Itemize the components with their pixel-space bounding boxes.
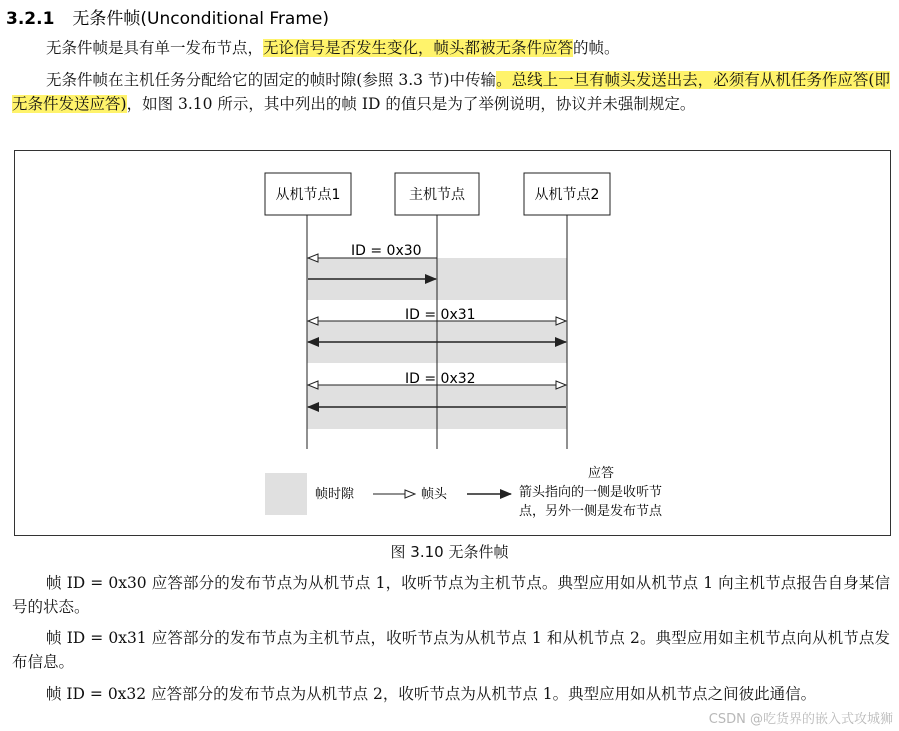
- node-master-label: 主机节点: [409, 187, 465, 203]
- p1-text-b: 的帧。: [573, 39, 620, 57]
- watermark: CSDN @吃货界的嵌入式攻城狮: [708, 712, 893, 727]
- p1-text-a: 无条件帧是具有单一发布节点，: [46, 39, 264, 57]
- p2-highlight: 。总线上一旦有帧头发送出去，必须有从机任务作应答(即无条件发送应答): [12, 71, 890, 113]
- node-slave-2: [524, 173, 610, 215]
- legend-response-desc-2: 点，另外一侧是发布节点: [519, 504, 663, 519]
- node-slave-1: [265, 173, 351, 215]
- paragraph-2: [12, 68, 890, 116]
- legend-response-title: 应答: [587, 466, 615, 481]
- frame-1-id-label: ID = 0x30: [351, 243, 422, 259]
- frame-2-id-label: ID = 0x31: [405, 307, 476, 323]
- section-number: 3.2.1: [6, 9, 55, 29]
- section-title: 无条件帧(Unconditional Frame): [72, 9, 329, 29]
- unconditional-frame-diagram: [15, 151, 890, 535]
- p1-highlight: 无论信号是否发生变化，帧头都被无条件应答: [263, 39, 574, 57]
- body-paragraph-2: 帧 ID = 0x31 应答部分的发布节点为主机节点，收听节点为从机节点 1 和从机节点 2。典型应用如主机节点向从机节点发布信息。: [12, 629, 890, 671]
- node-master: [395, 173, 479, 215]
- paragraph-1: [12, 36, 890, 60]
- p2-text-a: 无条件帧在主机任务分配给它的固定的帧时隙(参照 3.3 节)中传输: [46, 71, 497, 89]
- frame-3-id-label: ID = 0x32: [405, 371, 476, 387]
- node-slave-2-label: 从机节点2: [534, 187, 600, 203]
- legend-slot-swatch: [265, 473, 307, 515]
- body-paragraph-3: 帧 ID = 0x32 应答部分的发布节点为从机节点 2，收听节点为从机节点 1。典型应用如从机节点之间彼此通信。: [46, 685, 817, 703]
- legend-header-label: 帧头: [421, 487, 448, 502]
- legend-slot-label: 帧时隙: [315, 487, 355, 502]
- figure-caption: 图 3.10 无条件帧: [390, 543, 509, 561]
- figure-frame: [14, 150, 891, 536]
- legend-response-desc-1: 箭头指向的一侧是收听节: [519, 485, 663, 500]
- body-paragraph-1: 帧 ID = 0x30 应答部分的发布节点为从机节点 1，收听节点为主机节点。典型应用如从机节点 1 向主机节点报告自身某信号的状态。: [12, 574, 890, 616]
- p2-text-b: ，如图 3.10 所示，其中列出的帧 ID 的值只是为了举例说明，协议并未强制规定。: [126, 95, 696, 113]
- section-heading: [6, 4, 329, 29]
- node-slave-1-label: 从机节点1: [275, 187, 341, 203]
